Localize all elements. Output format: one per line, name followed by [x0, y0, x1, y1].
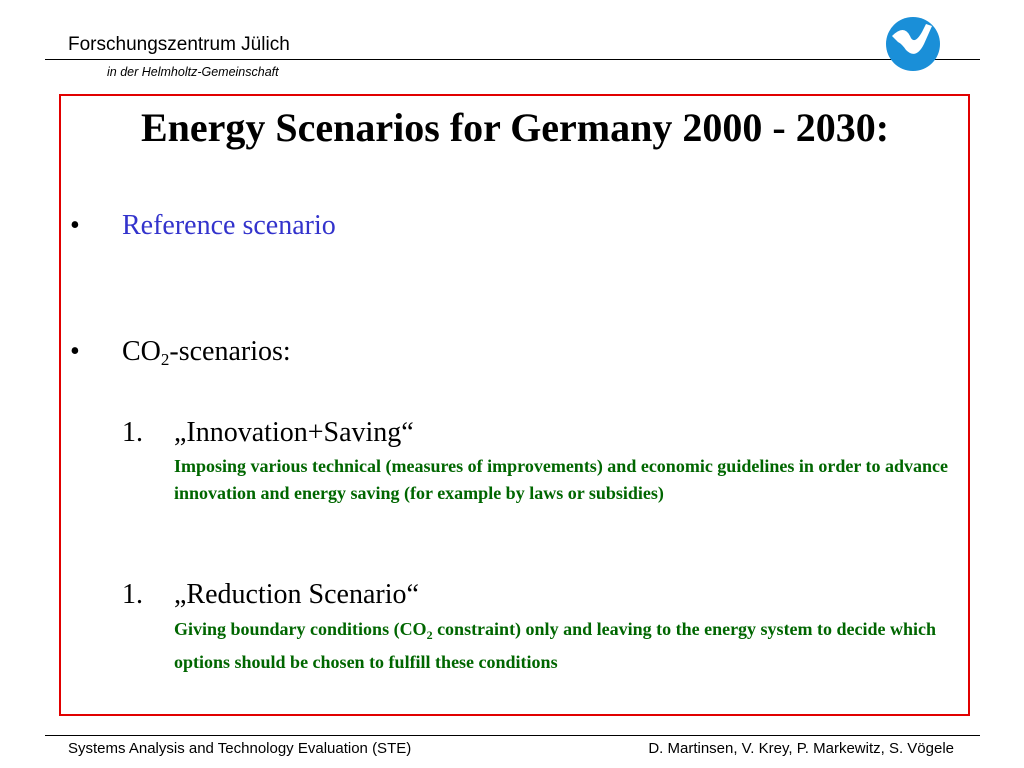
- bullet-co2: •: [70, 336, 80, 367]
- header-divider: [45, 59, 980, 60]
- bullet-reference: •: [70, 210, 80, 241]
- slide-title: Energy Scenarios for Germany 2000 - 2030:: [140, 105, 890, 150]
- scenario-1-description: Imposing various technical (measures of improvements) and economic guidelines in order to advance innovation and energy saving (for example by laws or subsidies): [174, 456, 948, 503]
- scenario-1-number: 1.: [122, 417, 143, 448]
- scenario-2-name: „Reduction Scenario“: [174, 579, 419, 610]
- header-org: Forschungszentrum Jülich: [68, 34, 290, 55]
- scenario-2-description: Giving boundary conditions ($CO_2$ constraint) only and leaving to the energy system to decide which options should be chosen to fulfill these conditions: [174, 619, 937, 672]
- scenario-1-name: „Innovation+Saving“: [174, 417, 414, 448]
- header-subtitle: in der Helmholtz-Gemeinschaft: [107, 65, 279, 79]
- footer-divider: [45, 735, 980, 736]
- footer-left: Systems Analysis and Technology Evaluation (STE): [68, 740, 412, 757]
- scenario-2-number: 1.: [122, 579, 143, 610]
- fzj-logo-icon: [884, 14, 942, 72]
- reference-scenario: Reference scenario: [122, 210, 336, 241]
- footer-right: D. Martinsen, V. Krey, P. Markewitz, S. Vögele: [648, 740, 954, 757]
- co2-scenarios: $CO_2$-scenarios:: [122, 336, 291, 369]
